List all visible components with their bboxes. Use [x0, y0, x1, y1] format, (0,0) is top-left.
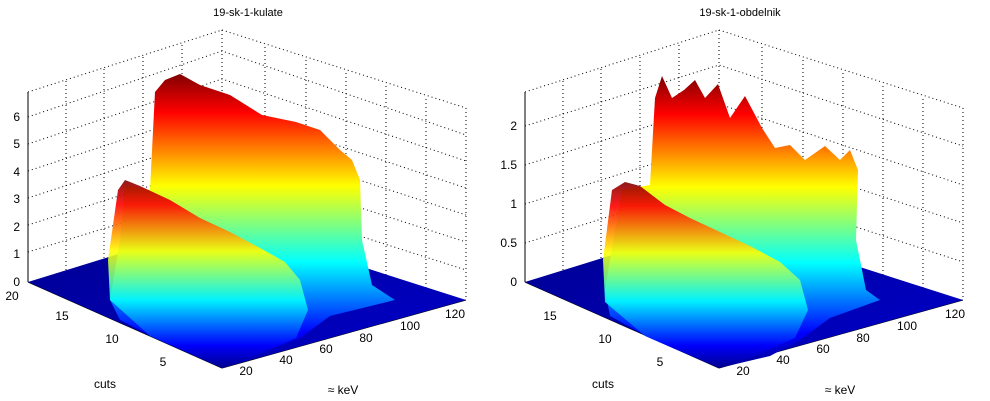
x-tick: 100: [399, 319, 421, 333]
x-tick: 80: [856, 331, 870, 345]
y-tick: 20: [5, 289, 19, 303]
chart-title-1: 19-sk-1-kulate: [213, 7, 283, 19]
panel-2: [500, 7, 965, 397]
chart-title-2: 19-sk-1-obdelnik: [699, 7, 781, 19]
z-tick: 6: [13, 110, 20, 124]
x-tick: 40: [279, 353, 293, 367]
z-tick: 0.5: [500, 236, 517, 250]
y-tick: 5: [656, 355, 664, 369]
y-tick: 10: [105, 332, 119, 346]
x-tick: 20: [239, 364, 253, 378]
z-tick: 0: [510, 275, 517, 289]
x-tick: 40: [776, 353, 790, 367]
z-tick: 3: [13, 192, 20, 206]
x-axis-label-1: ≈ keV: [327, 383, 359, 397]
y-tick: 5: [159, 355, 167, 369]
x-tick: 60: [319, 342, 333, 356]
z-tick: 1.5: [500, 158, 517, 172]
z-tick: 1: [510, 197, 517, 211]
z-tick: 0: [13, 275, 20, 289]
x-tick: 120: [944, 307, 966, 321]
y-axis-label-1: cuts: [93, 377, 117, 391]
z-ticks-2: [500, 119, 517, 289]
y-tick: 15: [55, 309, 69, 323]
panel-1: [5, 7, 466, 397]
z-tick: 1: [13, 247, 20, 261]
z-tick: 5: [13, 137, 20, 151]
z-tick: 2: [510, 119, 517, 133]
x-tick: 120: [444, 307, 466, 321]
z-tick: 2: [13, 220, 20, 234]
x-tick: 20: [736, 364, 750, 378]
y-tick: 10: [598, 332, 612, 346]
x-tick: 100: [896, 319, 918, 333]
y-axis-label-2: cuts: [591, 377, 615, 391]
x-axis-label-2: ≈ keV: [824, 383, 856, 397]
x-tick: 80: [359, 331, 373, 345]
x-tick: 60: [816, 342, 830, 356]
z-tick: 4: [13, 165, 20, 179]
y-tick: 15: [543, 309, 557, 323]
z-ticks-1: [13, 110, 20, 289]
